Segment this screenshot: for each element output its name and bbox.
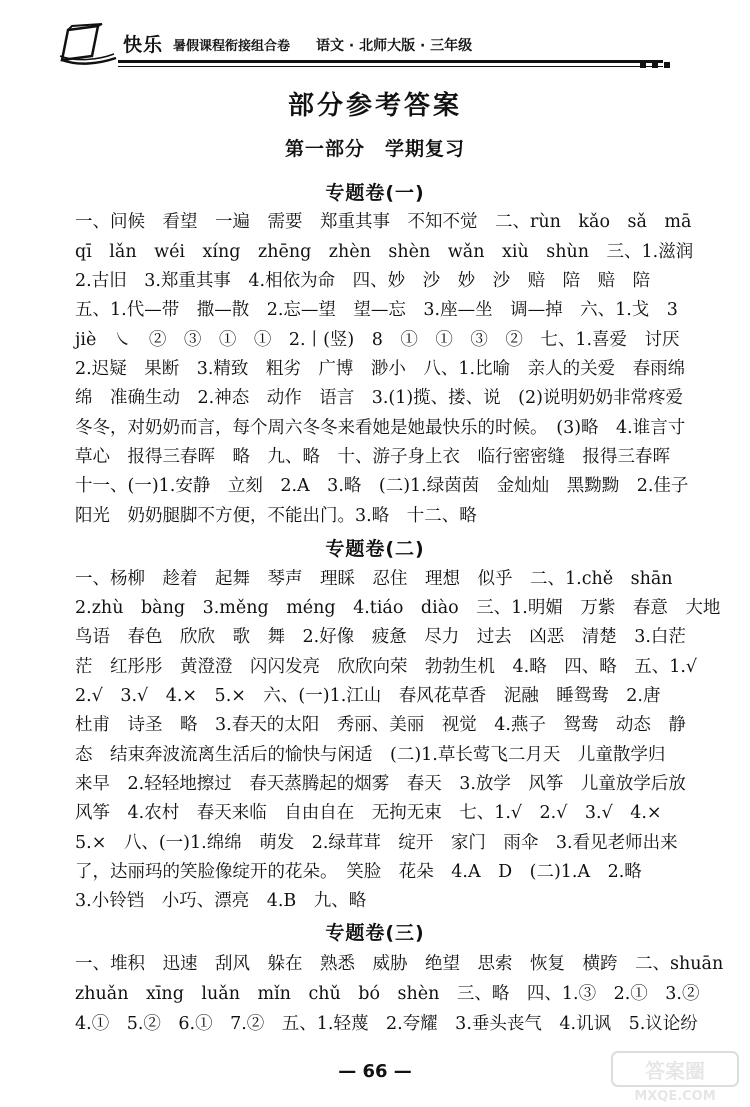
svg-text:MXQE.COM: MXQE.COM xyxy=(634,1089,716,1104)
page-title: 部分参考答案 xyxy=(287,91,462,121)
page-header xyxy=(0,0,750,80)
watermark-logo xyxy=(610,1050,740,1105)
answer-line: qī lǎn wéi xíng zhēng zhèn shèn wǎn xiù shùn 三、1.滋润 xyxy=(75,242,694,262)
answer-line: zhuǎn xīng luǎn mǐn chǔ bó shèn 三、略 四、1.③ 2.① 3.② xyxy=(75,984,700,1004)
brand-name: 快乐 xyxy=(123,34,164,56)
rule-square xyxy=(664,62,670,68)
answer-line: 五、1.代—带 撒—散 2.忘—望 望—忘 3.座—坐 调—掉 六、1.戈 3 xyxy=(75,300,678,320)
answer-line: 杜甫 诗圣 略 3.春天的太阳 秀丽、美丽 视觉 4.燕子 鸳鸯 动态 静 xyxy=(75,715,686,735)
svg-text:答案圈: 答案圈 xyxy=(645,1059,705,1083)
answer-line: 来早 2.轻轻地擦过 春天蒸腾起的烟雾 春天 3.放学 风筝 儿童放学后放 xyxy=(75,774,686,794)
answer-line: 一、问候 看望 一遍 需要 郑重其事 不知不觉 二、rùn kǎo sǎ mā xyxy=(75,212,692,232)
rule-square xyxy=(640,62,646,68)
answer-line: 态 结束奔波流离生活后的愉快与闲适 (二)1.草长莺飞二月天 儿童散学归 xyxy=(75,745,666,765)
answer-line: 一、杨柳 趁着 起舞 琴声 理睬 忍住 理想 似乎 二、1.chě shān xyxy=(75,569,673,589)
section-title: 专题卷(一) xyxy=(325,182,425,204)
answer-line: 风筝 4.农村 春天来临 自由自在 无拘无束 七、1.√ 2.√ 3.√ 4.× xyxy=(75,803,662,823)
answer-line: 绵 准确生动 2.神态 动作 语言 3.(1)揽、搂、说 (2)说明奶奶非常疼爱 xyxy=(75,388,683,408)
answer-line: 5.× 八、(一)1.绵绵 萌发 2.绿茸茸 绽开 家门 雨伞 3.看见老师出来 xyxy=(75,833,678,853)
section-title: 专题卷(三) xyxy=(325,922,425,944)
answer-line: 十一、(一)1.安静 立刻 2.A 3.略 (二)1.绿茵茵 金灿灿 黑黝黝 2.佳子 xyxy=(75,476,689,496)
header-rule xyxy=(118,60,663,63)
answer-line: 3.小铃铛 小巧、漂亮 4.B 九、略 xyxy=(75,891,367,911)
answer-line: 了，达丽玛的笑脸像绽开的花朵。 笑脸 花朵 4.A D (二)1.A 2.略 xyxy=(75,862,642,882)
answer-line: jiè ㇏ ② ③ ① ① 2.丨(竖) 8 ① ① ③ ② 七、1.喜爱 讨厌 xyxy=(75,330,680,350)
open-book-logo-icon xyxy=(58,22,120,66)
section-title: 专题卷(二) xyxy=(325,538,425,560)
answer-line: 2.√ 3.√ 4.× 5.× 六、(一)1.江山 春风花草香 泥融 睡鸳鸯 2.唐 xyxy=(75,686,661,706)
answer-line: 草心 报得三春晖 略 九、略 十、游子身上衣 临行密密缝 报得三春晖 xyxy=(75,447,670,467)
answer-line: 2.古旧 3.郑重其事 4.相依为命 四、妙 沙 妙 沙 赔 陪 赔 陪 xyxy=(75,271,651,291)
answer-line: 茫 红彤彤 黄澄澄 闪闪发亮 欣欣向荣 勃勃生机 4.略 四、略 五、1.√ xyxy=(75,657,698,677)
answer-line: 一、堆积 迅速 刮风 躲在 熟悉 威胁 绝望 思索 恢复 横跨 二、shuān xyxy=(75,954,724,974)
answer-line: 4.① 5.② 6.① 7.② 五、1.轻蔑 2.夸耀 3.垂头丧气 4.讥讽 5.议论纷 xyxy=(75,1014,698,1034)
answer-line: 2.迟疑 果断 3.精致 粗劣 广博 渺小 八、1.比喻 亲人的关爱 春雨绵 xyxy=(75,359,686,379)
rule-square xyxy=(652,62,658,68)
subject-grade: 语文 · 北师大版 · 三年级 xyxy=(316,38,473,54)
answer-line: 2.zhù bàng 3.měng méng 4.tiáo diào 三、1.明媚 万紫 春意 大地 xyxy=(75,598,721,618)
series-name: 暑假课程衔接组合卷 xyxy=(173,39,291,54)
answer-line: 阳光 奶奶腿脚不方便，不能出门。3.略 十二、略 xyxy=(75,506,477,526)
header-rule-thin xyxy=(118,66,663,67)
part-title: 第一部分 学期复习 xyxy=(284,138,465,160)
answer-line: 鸟语 春色 欣欣 歌 舞 2.好像 疲惫 尽力 过去 凶恶 清楚 3.白茫 xyxy=(75,627,686,647)
page-number: — 66 — xyxy=(338,1061,412,1082)
answer-line: 冬冬，对奶奶而言，每个周六冬冬来看她是她最快乐的时候。 (3)略 4.谁言寸 xyxy=(75,418,686,438)
